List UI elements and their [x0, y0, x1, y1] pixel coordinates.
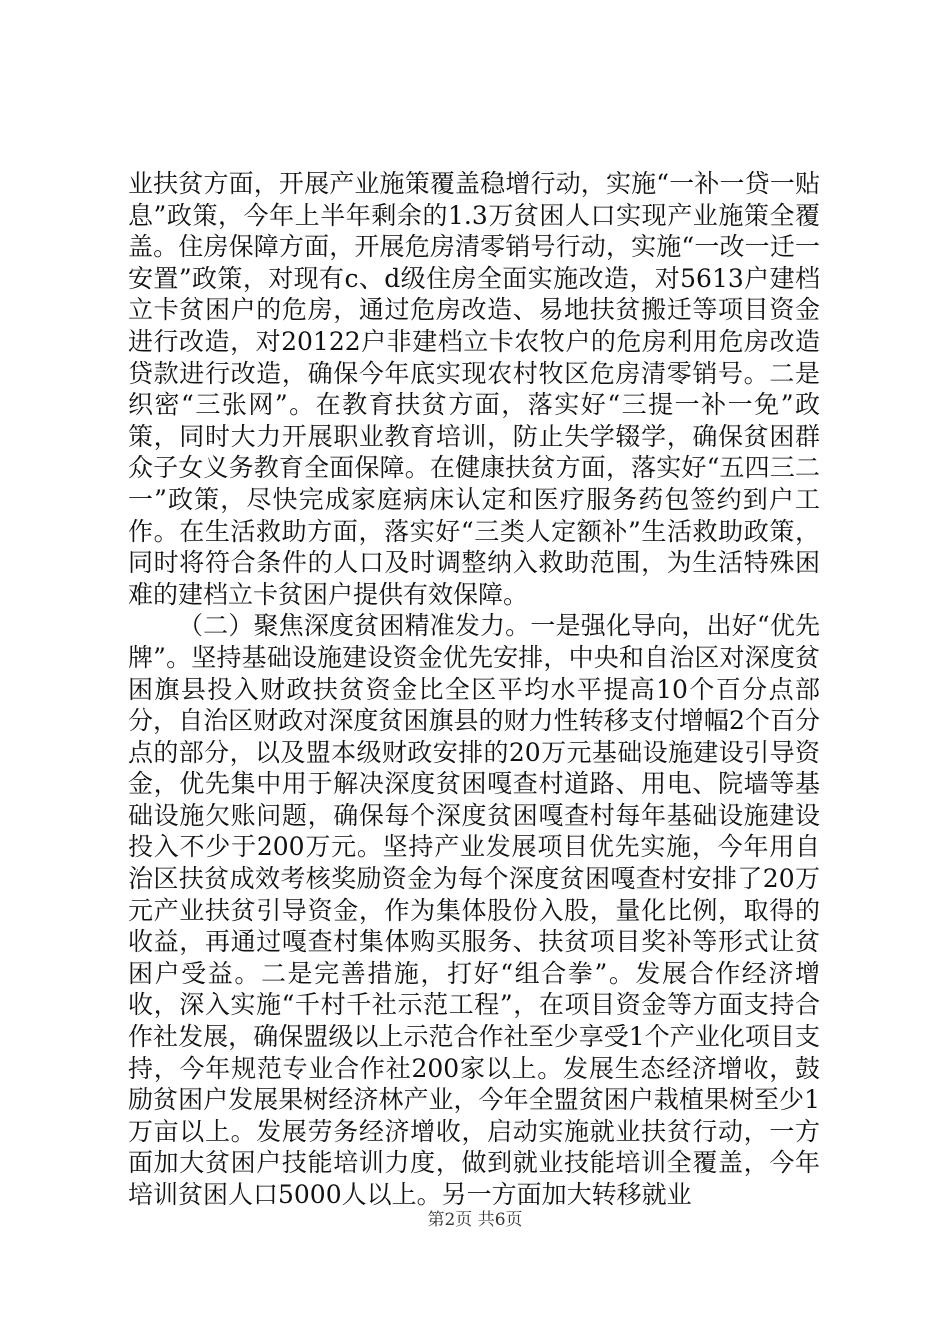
paragraph-2: （二）聚焦深度贫困精准发力。一是强化导向，出好“优先牌”。坚持基础设施建设资金优先安排，中央和自治区对深度贫困旗县投入财政扶贫资金比全区平均水平提高10个百分点部分，自治区财政对深度贫困旗县的财力性转移支付增幅2个百分点的部分，以及盟本级财政安排的20万元基础设施建设引导资金，优先集中用于解决深度贫困嘎查村道路、用电、院墙等基础设施欠账问题，确保每个深度贫困嘎查村每年基础设施建设投入不少于200万元。坚持产业发展项目优先实施，今年用自治区扶贫成效考核奖励资金为每个深度贫困嘎查村安排了20万元产业扶贫引导资金，作为集体股份入股，量化比例，取得的收益，再通过嘎查村集体购买服务、扶贫项目奖补等形式让贫困户受益。二是完善措施，打好“组合拳”。发展合作经济增收，深入实施“千村千社示范工程”，在项目资金等方面支持合作社发展，确保盟级以上示范合作社至少享受1个产业化项目支持，今年规范专业合作社200家以上。发展生态经济增收，鼓励贫困户发展果树经济林产业，今年全盟贫困户栽植果树至少1万亩以上。发展劳务经济增收，启动实施就业扶贫行动，一方面加大贫困户技能培训力度，做到就业技能培训全覆盖，今年培训贫困人口5000人以上。另一方面加大转移就业 [128, 611, 820, 1209]
document-body [128, 168, 820, 1211]
page-footer: 第2页 共6页 [427, 1210, 523, 1230]
paragraph-1: 业扶贫方面，开展产业施策覆盖稳增行动，实施“一补一贷一贴息”政策，今年上半年剩余的1.3万贫困人口实现产业施策全覆盖。住房保障方面，开展危房清零销号行动，实施“一改一迁一安置”政策，对现有c、d级住房全面实施改造，对5613户建档立卡贫困户的危房，通过危房改造、易地扶贫搬迁等项目资金进行改造，对20122户非建档立卡农牧户的危房利用危房改造贷款进行改造，确保今年底实现农村牧区危房清零销号。二是织密“三张网”。在教育扶贫方面，落实好“三提一补一免”政策，同时大力开展职业教育培训，防止失学辍学，确保贫困群众子女义务教育全面保障。在健康扶贫方面，落实好“五四三二一”政策，尽快完成家庭病床认定和医疗服务药包签约到户工作。在生活救助方面，落实好“三类人定额补”生活救助政策，同时将符合条件的人口及时调整纳入救助范围，为生活特殊困难的建档立卡贫困户提供有效保障。 [128, 169, 820, 609]
